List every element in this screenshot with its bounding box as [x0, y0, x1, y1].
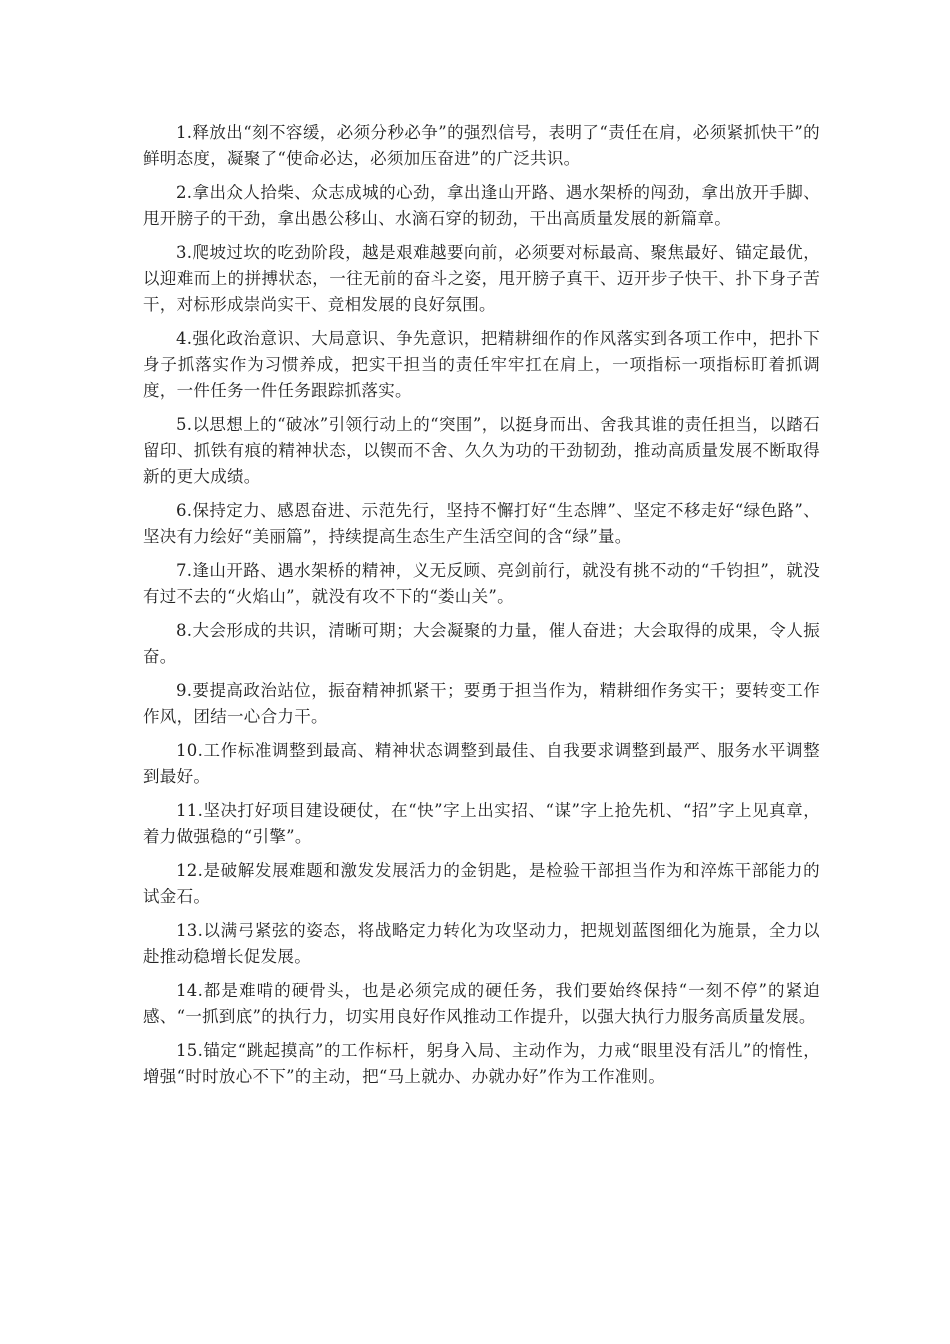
paragraph-10: 10.工作标准调整到最高、精神状态调整到最佳、自我要求调整到最严、服务水平调整到最好。	[143, 741, 820, 786]
paragraph-2: 2.拿出众人拾柴、众志成城的心劲，拿出逢山开路、遇水架桥的闯劲，拿出放开手脚、甩开膀子的干劲，拿出愚公移山、水滴石穿的韧劲，干出高质量发展的新篇章。	[143, 183, 820, 228]
paragraph-3: 3.爬坡过坎的吃劲阶段，越是艰难越要向前，必须要对标最高、聚焦最好、锚定最优，以迎难而上的拼搏状态，一往无前的奋斗之姿，甩开膀子真干、迈开步子快干、扑下身子苦干，对标形成崇尚实干、竞相发展的良好氛围。	[143, 243, 820, 314]
document-body	[143, 120, 820, 1098]
paragraph-15: 15.锚定“跳起摸高”的工作标杆，躬身入局、主动作为，力戒“眼里没有活儿”的惰性，增强“时时放心不下”的主动，把“马上就办、办就办好”作为工作准则。	[143, 1041, 820, 1086]
paragraph-14: 14.都是难啃的硬骨头，也是必须完成的硬任务，我们要始终保持“一刻不停”的紧迫感、“一抓到底”的执行力，切实用良好作风推动工作提升，以强大执行力服务高质量发展。	[143, 981, 820, 1026]
paragraph-9: 9.要提高政治站位，振奋精神抓紧干；要勇于担当作为，精耕细作务实干；要转变工作作风，团结一心合力干。	[143, 681, 820, 726]
paragraph-7: 7.逢山开路、遇水架桥的精神，义无反顾、亮剑前行，就没有挑不动的“千钧担”，就没有过不去的“火焰山”，就没有攻不下的“娄山关”。	[143, 561, 820, 606]
paragraph-8: 8.大会形成的共识，清晰可期；大会凝聚的力量，催人奋进；大会取得的成果，令人振奋。	[143, 621, 820, 666]
paragraph-13: 13.以满弓紧弦的姿态，将战略定力转化为攻坚动力，把规划蓝图细化为施景，全力以赴推动稳增长促发展。	[143, 921, 820, 966]
paragraph-4: 4.强化政治意识、大局意识、争先意识，把精耕细作的作风落实到各项工作中，把扑下身子抓落实作为习惯养成，把实干担当的责任牢牢扛在肩上，一项指标一项指标盯着抓调度，一件任务一件任务跟踪抓落实。	[143, 329, 820, 400]
paragraph-1: 1.释放出“刻不容缓，必须分秒必争”的强烈信号，表明了“责任在肩，必须紧抓快干”的鲜明态度，凝聚了“使命必达，必须加压奋进”的广泛共识。	[143, 123, 820, 168]
paragraph-5: 5.以思想上的“破冰”引领行动上的“突围”，以挺身而出、舍我其谁的责任担当，以踏石留印、抓铁有痕的精神状态，以锲而不舍、久久为功的干劲韧劲，推动高质量发展不断取得新的更大成绩。	[143, 415, 820, 486]
paragraph-11: 11.坚决打好项目建设硬仗，在“快”字上出实招、“谋”字上抢先机、“招”字上见真章，着力做强稳的“引擎”。	[143, 801, 820, 846]
paragraph-12: 12.是破解发展难题和激发发展活力的金钥匙，是检验干部担当作为和淬炼干部能力的试金石。	[143, 861, 820, 906]
paragraph-6: 6.保持定力、感恩奋进、示范先行，坚持不懈打好“生态牌”、坚定不移走好“绿色路”、坚决有力绘好“美丽篇”，持续提高生态生产生活空间的含“绿”量。	[143, 501, 820, 546]
